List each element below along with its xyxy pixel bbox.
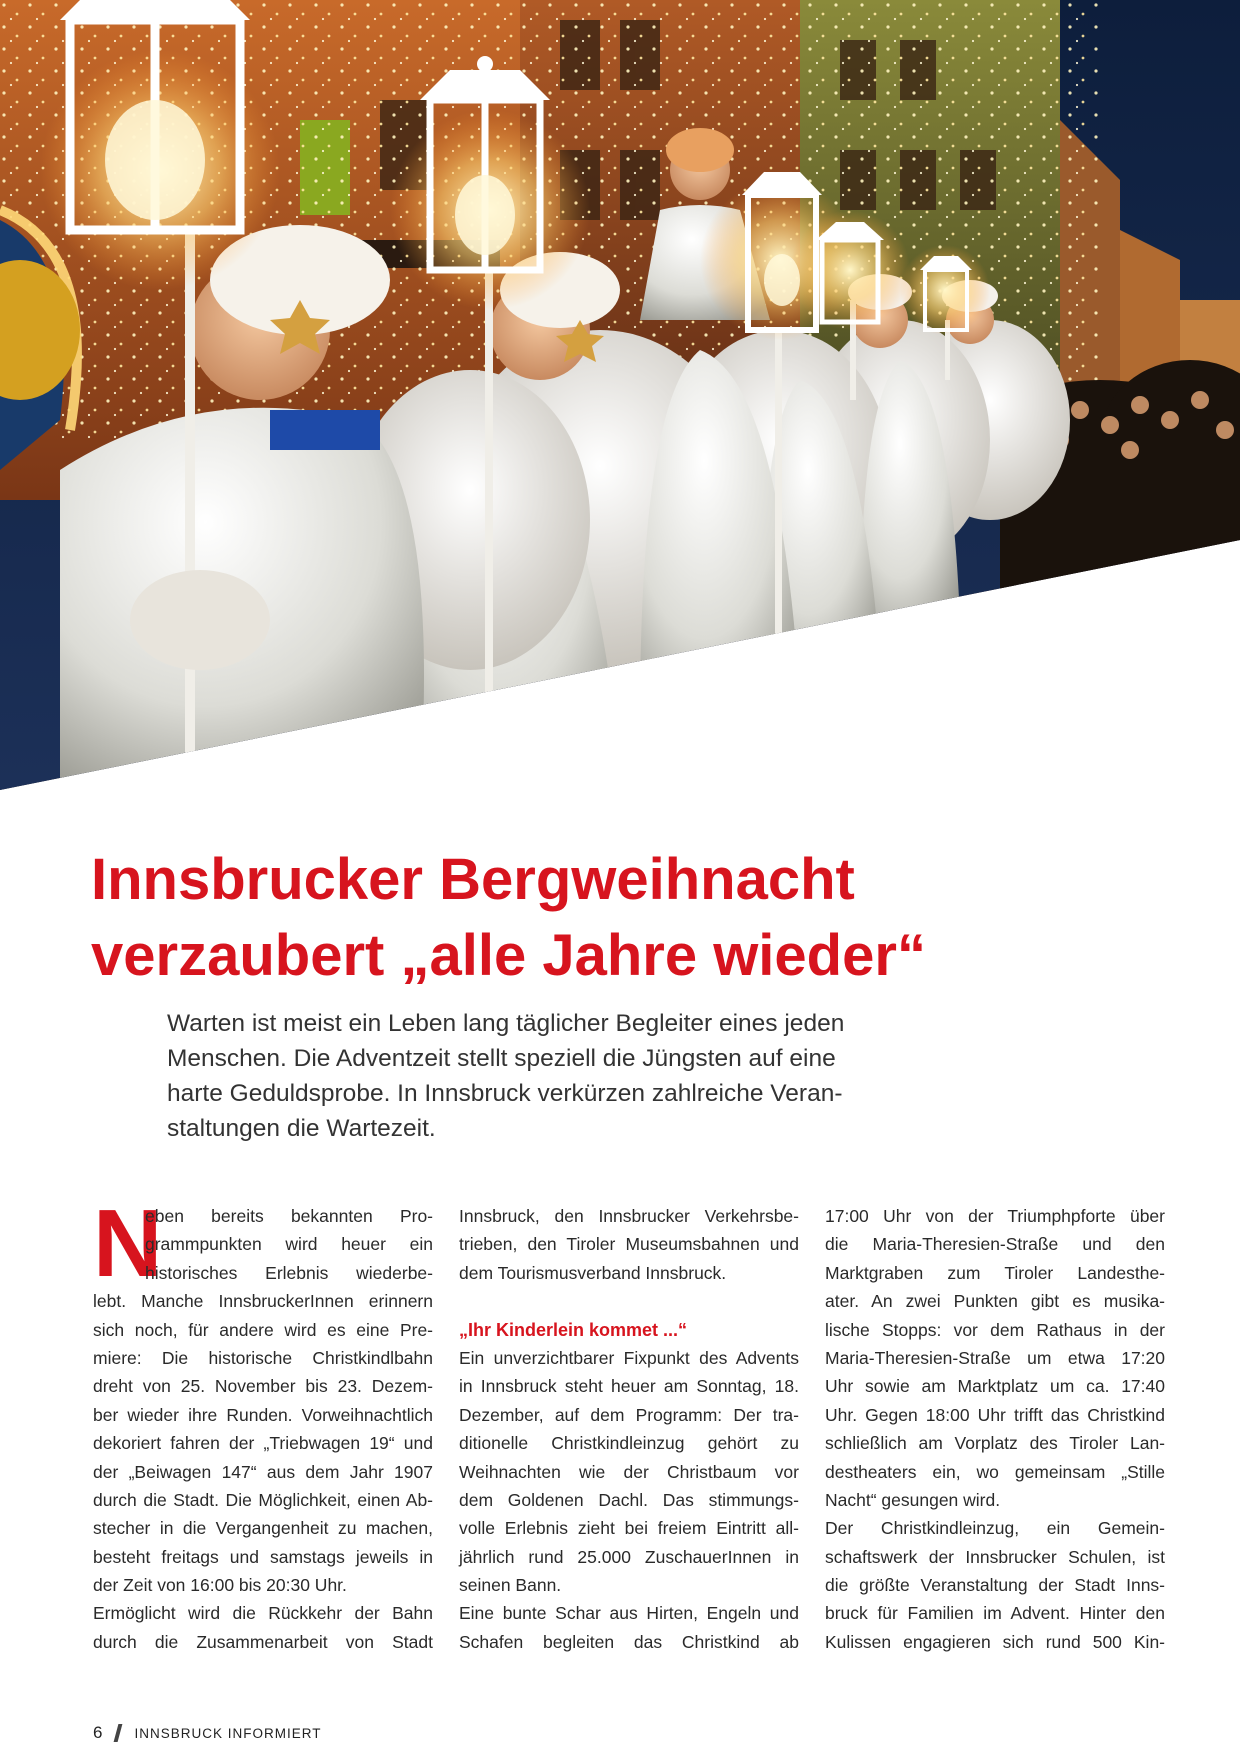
body-line: jährlich rund 25.000 ZuschauerInnen in	[459, 1546, 799, 1567]
body-line: schließlich am Vorplatz des Tiroler Lan-	[825, 1433, 1165, 1454]
body-column-1	[93, 1202, 433, 1656]
body-line: ater. An zwei Punkten gibt es musika-	[825, 1291, 1165, 1312]
body-column-2	[459, 1202, 799, 1656]
body-line: miere: Die historische Christkindlbahn	[93, 1347, 433, 1368]
footer-divider	[114, 1724, 123, 1742]
body-line: dem Goldenen Dachl. Das stimmungs-	[459, 1489, 799, 1510]
body-line: trieben, den Tiroler Museumsbahnen und	[459, 1234, 799, 1255]
body-line: dreht von 25. November bis 23. Dezem-	[93, 1376, 433, 1397]
body-line: lebt. Manche InnsbruckerInnen erinnern	[93, 1291, 433, 1312]
body-line: Ein unverzichtbarer Fixpunkt des Advents	[459, 1347, 799, 1368]
body-line: ber wieder ihre Runden. Vorweihnachtlich	[93, 1404, 433, 1425]
page-number: 6	[93, 1723, 103, 1742]
body-line: der Zeit von 16:00 bis 20:30 Uhr.	[93, 1575, 347, 1596]
body-line: seinen Bann.	[459, 1575, 562, 1596]
body-line: die Maria-Theresien-Straße und den	[825, 1234, 1165, 1255]
body-line: dekoriert fahren der „Triebwagen 19“ und	[93, 1433, 433, 1454]
lead-line: harte Geduldsprobe. In Innsbruck verkürzen zahlreiche Veran-	[167, 1080, 843, 1107]
body-line: Innsbruck, den Innsbrucker Verkehrsbe-	[459, 1206, 799, 1226]
body-line: Kulissen engagieren sich rund 500 Kin-	[825, 1631, 1165, 1652]
page-footer	[93, 1722, 321, 1744]
body-line: eben bereits bekannten Pro-	[145, 1206, 433, 1226]
body-line: historisches Erlebnis wiederbe-	[145, 1262, 433, 1283]
body-line: durch die Zusammenarbeit von Stadt	[93, 1631, 433, 1652]
body-line: sich noch, für andere wird es eine Pre-	[93, 1319, 433, 1340]
lead-line: staltungen die Wartezeit.	[167, 1115, 436, 1142]
headline-line-1: Innsbrucker Bergweihnacht	[91, 847, 855, 912]
drop-cap: N	[93, 1190, 163, 1297]
hero-photo	[0, 0, 1240, 790]
body-line: ditionelle Christkindleinzug gehört zu	[459, 1433, 799, 1454]
body-line: Uhr. Gegen 18:00 Uhr trifft das Christkind	[825, 1404, 1165, 1425]
body-line: Ermöglicht wird die Rückkehr der Bahn	[93, 1603, 433, 1624]
article-lead	[167, 1006, 867, 1146]
body-line: besteht freitags und samstags jeweils in	[93, 1546, 433, 1567]
body-line: die größte Veranstaltung der Stadt Inns-	[825, 1575, 1165, 1596]
body-line: Marktgraben zum Tiroler Landesthe-	[825, 1262, 1165, 1283]
headline-line-2: verzaubert „alle Jahre wieder“	[91, 923, 926, 988]
body-line: Weihnachten wie der Christbaum vor	[459, 1461, 799, 1482]
lead-line: Menschen. Die Adventzeit stellt speziell die Jüngsten auf eine	[167, 1045, 836, 1072]
lead-line: Warten ist meist ein Leben lang täglicher Begleiter eines jeden	[167, 1010, 845, 1037]
body-line: Schafen begleiten das Christkind ab	[459, 1631, 799, 1652]
body-line: in Innsbruck steht heuer am Sonntag, 18.	[459, 1376, 799, 1397]
body-line: Der Christkindleinzug, ein Gemein-	[825, 1518, 1165, 1539]
body-line: Maria-Theresien-Straße um etwa 17:20	[825, 1347, 1165, 1368]
section-subheading: „Ihr Kinderlein kommet ...“	[459, 1319, 688, 1340]
body-line: durch die Stadt. Die Möglichkeit, einen Ab-	[93, 1489, 433, 1510]
body-column-3	[825, 1202, 1165, 1656]
body-line: lische Stopps: vor dem Rathaus in der	[825, 1319, 1165, 1340]
body-line: schaftswerk der Innsbrucker Schulen, ist	[825, 1546, 1165, 1567]
body-line: grammpunkten wird heuer ein	[145, 1234, 433, 1255]
body-line: dem Tourismusverband Innsbruck.	[459, 1262, 727, 1283]
body-line: Eine bunte Schar aus Hirten, Engeln und	[459, 1603, 799, 1624]
body-line: Uhr sowie am Marktplatz um ca. 17:40	[825, 1376, 1165, 1397]
publication-name: INNSBRUCK INFORMIERT	[134, 1725, 322, 1741]
body-line: stecher in die Vergangenheit zu machen,	[93, 1518, 433, 1539]
body-line: volle Erlebnis zieht bei freiem Eintritt all-	[459, 1518, 799, 1539]
body-line: Dezember, auf dem Programm: Der tra-	[459, 1404, 799, 1425]
article-headline	[91, 842, 1091, 994]
body-line: der „Beiwagen 147“ aus dem Jahr 1907	[93, 1461, 433, 1482]
body-line: destheaters ein, wo gemeinsam „Stille	[825, 1461, 1165, 1482]
body-line: bruck für Familien im Advent. Hinter den	[825, 1603, 1165, 1624]
body-line: Nacht“ gesungen wird.	[825, 1489, 1001, 1510]
body-line: 17:00 Uhr von der Triumphpforte über	[825, 1206, 1165, 1226]
